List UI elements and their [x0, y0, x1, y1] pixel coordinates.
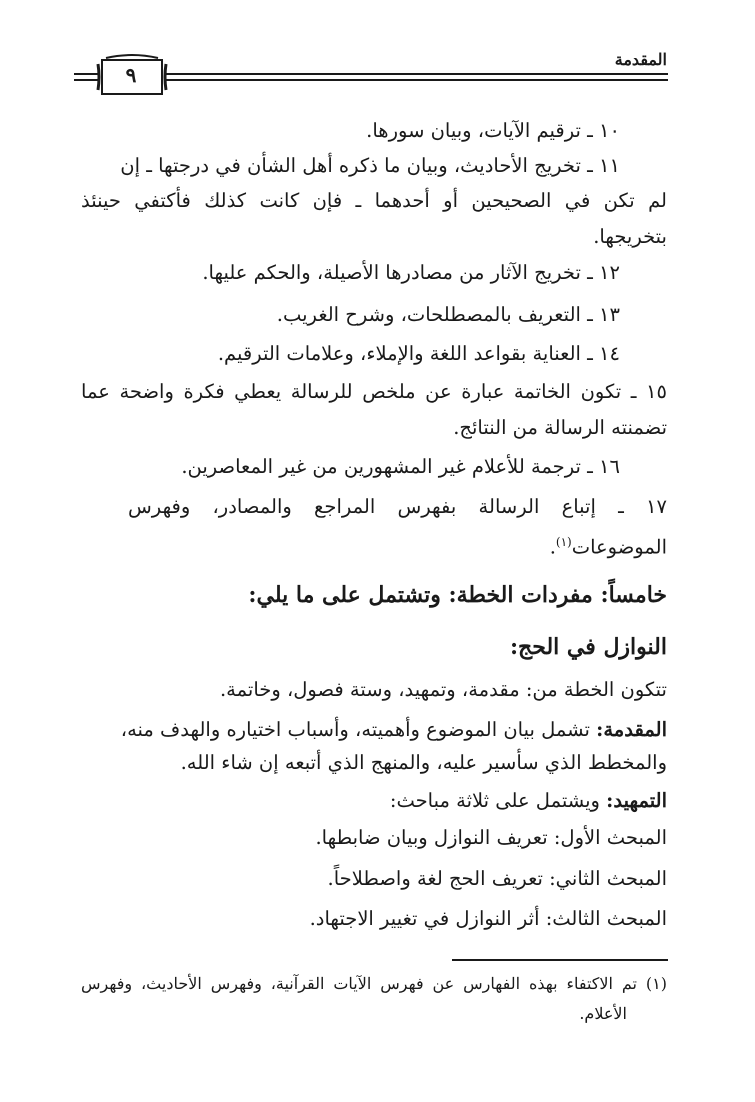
- list-item-16: ١٦ ـ ترجمة للأعلام غير المشهورين من غير المعاصرين.: [181, 455, 620, 478]
- subheading: النوازل في الحج:: [509, 634, 667, 660]
- list-item-10: ١٠ ـ ترقيم الآيات، وبيان سورها.: [366, 119, 620, 142]
- list-item-14: ١٤ ـ العناية بقواعد اللغة والإملاء، وعلامات الترقيم.: [217, 342, 620, 365]
- topic-item: المبحث الثاني: تعريف الحج لغة واصطلاحاً.: [327, 867, 667, 890]
- list-item-17-line1: ١٧ ـ إتباع الرسالة بفهرس المراجع والمصادر، وفهرس: [128, 495, 667, 518]
- muqaddima-label: المقدمة:: [596, 718, 667, 741]
- plan-muqaddima-line1: [121, 715, 667, 745]
- plan-tamhid: [390, 786, 667, 816]
- list-item-12: ١٢ ـ تخريج الآثار من مصادرها الأصيلة، والحكم عليها.: [202, 261, 620, 284]
- page-number: ٩: [125, 63, 137, 87]
- list-item-15-line1: ١٥ ـ تكون الخاتمة عبارة عن ملخص للرسالة يعطي فكرة واضحة عما: [81, 380, 667, 403]
- list-item-11-line2: لم تكن في الصحيحين أو أحدهما ـ فإن كانت كذلك فأكتفي حينئذ: [81, 189, 667, 212]
- plan-muqaddima-line2: والمخطط الذي سأسير عليه، والمنهج الذي أتبعه إن شاء الله.: [180, 751, 667, 774]
- footnote-marker: (١): [645, 974, 667, 993]
- tamhid-label: التمهيد:: [606, 789, 667, 812]
- topic-item: المبحث الثالث: أثر النوازل في تغيير الاجتهاد.: [309, 907, 667, 930]
- list-item-15-line2: تضمنته الرسالة من النتائج.: [453, 416, 667, 439]
- list-item-17-line2: [550, 527, 667, 563]
- topic-item: المبحث الأول: تعريف النوازل وبيان ضابطها.: [315, 826, 667, 849]
- header-rule: [74, 52, 668, 102]
- list-item-17-period: .: [549, 535, 556, 559]
- footnote-text: تم الاكتفاء بهذه الفهارس عن فهرس الآيات القرآنية، وفهرس الأحاديث، وفهرس: [81, 974, 637, 993]
- footnote-line2: الأعلام.: [579, 1004, 627, 1023]
- list-item-17-text: الموضوعات: [571, 535, 667, 559]
- footnote-line1: [81, 971, 667, 997]
- running-header-title: المقدمة: [614, 50, 667, 69]
- list-item-11-line3: بتخريجها.: [593, 225, 667, 248]
- muqaddima-text: تشمل بيان الموضوع وأهميته، وأسباب اختياره والهدف منه،: [120, 718, 590, 741]
- section-heading: خامساً: مفردات الخطة: وتشتمل على ما يلي:: [248, 582, 667, 608]
- list-item-11-line1: ١١ ـ تخريج الأحاديث، وبيان ما ذكره أهل الشأن في درجتها ـ إن: [120, 154, 620, 177]
- footnote-reference[interactable]: (١): [555, 535, 572, 549]
- plan-intro: تتكون الخطة من: مقدمة، وتمهيد، وستة فصول، وخاتمة.: [219, 678, 667, 701]
- footnote-separator: [452, 959, 668, 961]
- list-item-13: ١٣ ـ التعريف بالمصطلحات، وشرح الغريب.: [276, 303, 620, 326]
- tamhid-text: ويشتمل على ثلاثة مباحث:: [389, 789, 600, 812]
